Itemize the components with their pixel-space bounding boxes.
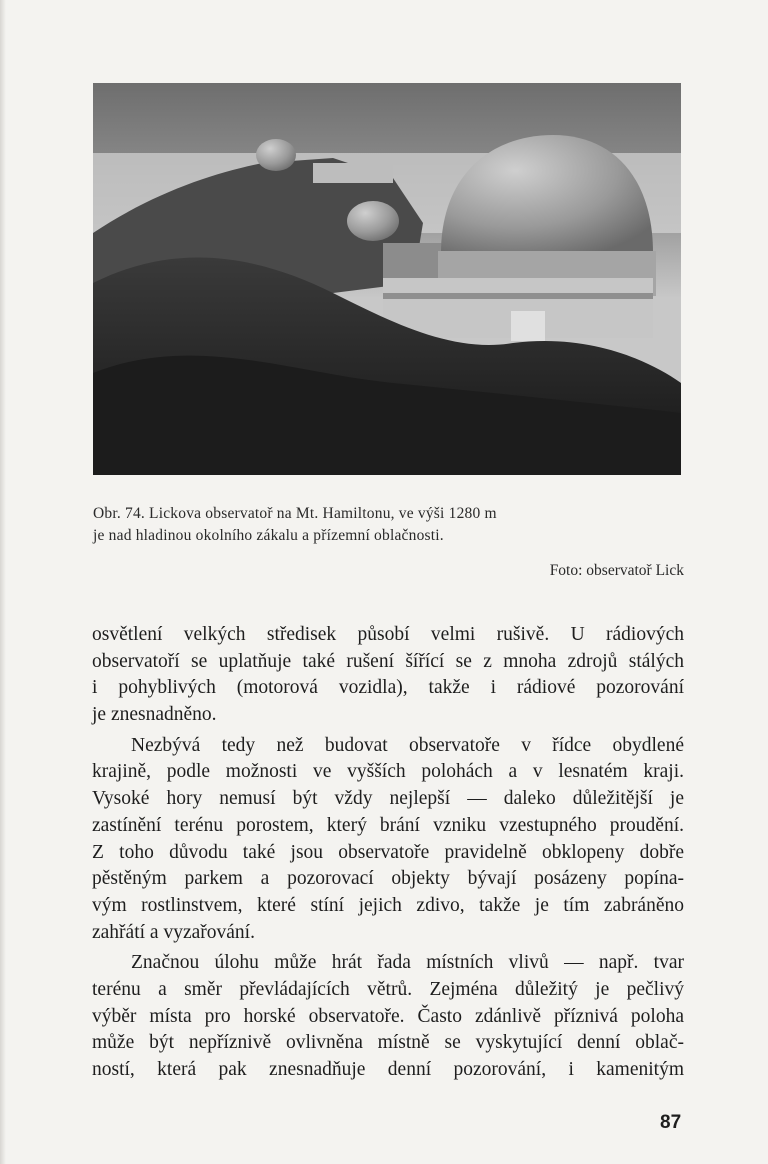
text-line: terénu a směr převládajících větrů. Zejména důležitý je pečlivý <box>92 978 684 1000</box>
text-line: může být nepříznivě ovlivněna místně se vyskytující denní oblač- <box>92 1032 684 1054</box>
observatory-photo <box>93 83 681 475</box>
text-line: i pohyblivých (motorová vozidla), takže i rádiové pozorování <box>92 677 684 699</box>
figure-caption-line: Obr. 74. Lickova observatoř na Mt. Hamiltonu, ve výši 1280 m <box>93 505 497 522</box>
text-line: Vysoké hory nemusí být vždy nejlepší — daleko důležitější je <box>92 788 684 810</box>
text-line: je znesnadněno. <box>92 704 217 726</box>
text-line: Značnou úlohu může hrát řada místních vlivů — např. tvar <box>131 952 684 974</box>
text-line: zahřátí a vyzařování. <box>92 921 255 943</box>
text-line: ností, která pak znesnadňuje denní pozorování, i kamenitým <box>92 1059 684 1080</box>
text-line: vým rostlinstvem, které stíní jejich zdivo, takže je tím zabráněno <box>92 894 684 916</box>
body-text <box>92 622 684 1084</box>
photo-credit: Foto: observatoř Lick <box>549 562 684 579</box>
page-number: 87 <box>660 1112 682 1133</box>
text-line: pěstěným parkem a pozorovací objekty bývají posázeny popína- <box>92 868 684 890</box>
text-line: krajině, podle možnosti ve vyšších polohách a v lesnatém kraji. <box>92 761 684 783</box>
text-line: Z toho důvodu také jsou observatoře pravidelně obklopeny dobře <box>92 841 684 863</box>
figure-caption-line: je nad hladinou okolního zákalu a přízemní oblačnosti. <box>93 527 444 544</box>
page-edge-shadow <box>0 0 6 1164</box>
text-line: observatoří se uplatňuje také rušení šířící se z mnoha zdrojů stálých <box>92 650 684 672</box>
text-line: zastínění terénu porostem, který brání vzniku vzestupného proudění. <box>92 814 684 836</box>
text-line: výběr místa pro horské observatoře. Často zdánlivě příznivá poloha <box>92 1005 684 1027</box>
text-line: osvětlení velkých středisek působí velmi rušivě. U rádiových <box>92 624 684 645</box>
text-line: Nezbývá tedy než budovat observatoře v řídce obydlené <box>131 734 684 756</box>
